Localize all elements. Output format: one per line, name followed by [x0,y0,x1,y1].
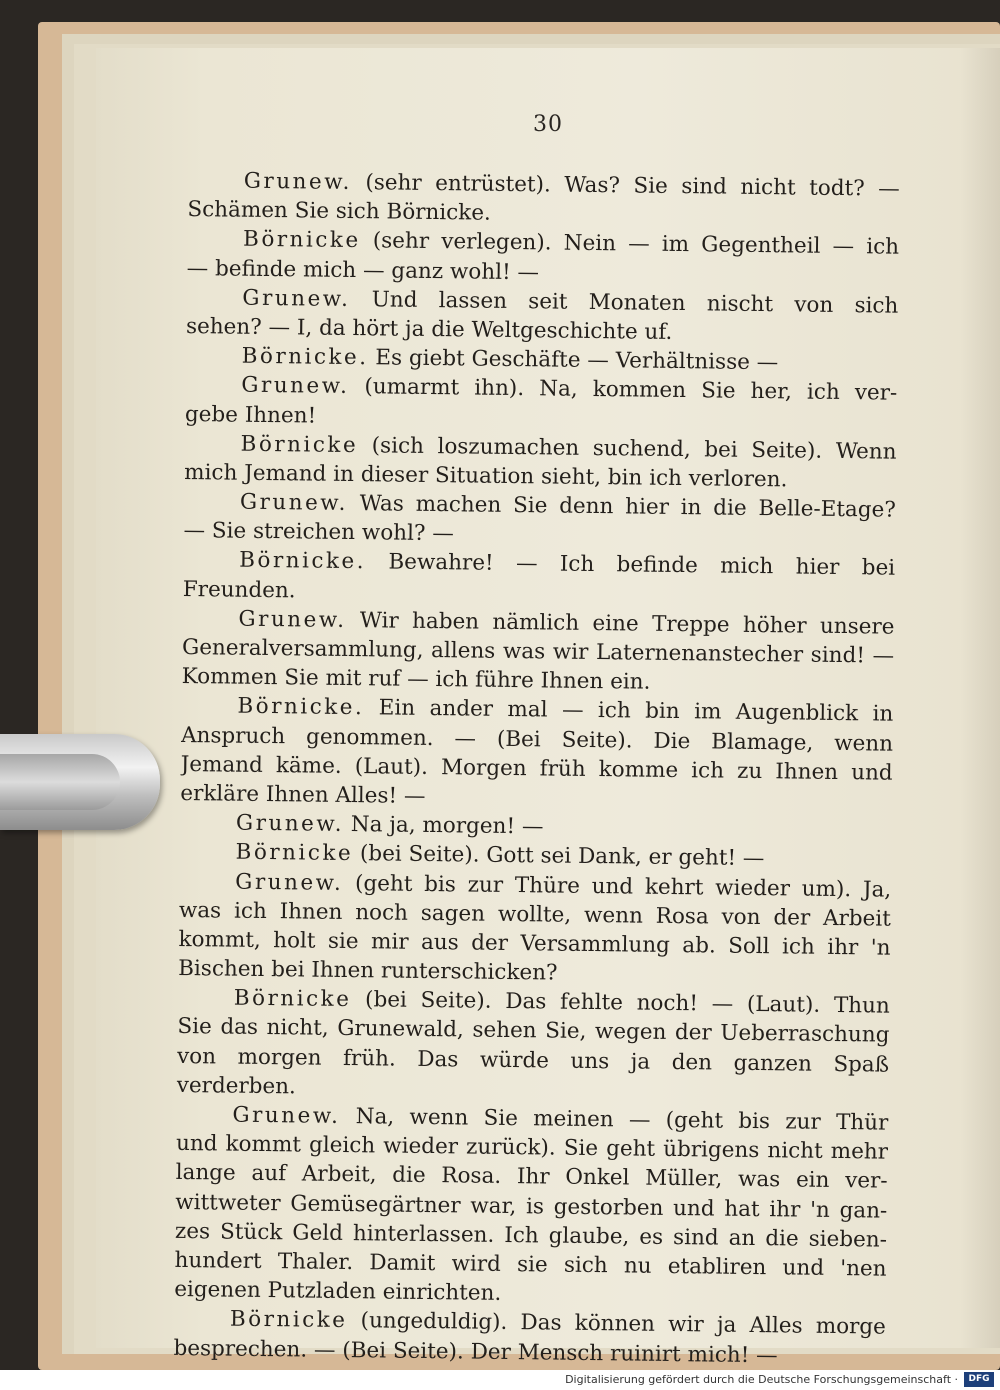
line-text: mich Jemand in dieser Situation sieht, bin ich verloren. [184,459,788,493]
line-text: Sie das nicht, Grunewald, sehen Sie, wegen der Ueberraschung [177,1014,890,1049]
speaker-name: Grunew. [243,168,353,196]
line-text: (bei Seite). Gott sei Dank, er geht! — [359,841,765,872]
line-text: Jemand käme. (Laut). Morgen früh komme ich zu Ihnen und [180,751,893,786]
line-text: was ich Ihnen noch sagen wollte, wenn Rosa von der Arbeit [178,897,892,932]
speaker-name: Börnicke. [239,548,367,575]
line-text: eigenen Putzladen einrichten. [174,1277,502,1307]
line-text: — befinde mich — ganz wohl! — [186,255,540,285]
speaker-name: Grunew. [235,810,345,838]
speaker-name: Börnicke. [237,694,365,721]
line-text: Wir haben nämlich eine Treppe höher unsere [359,607,895,640]
line-text: Bischen bei Ihnen runterschicken? [178,956,558,986]
speaker-name: Grunew. [242,285,351,312]
book-page [96,48,1000,1368]
footer-bar [0,1370,1000,1390]
line-text: Freunden. [182,576,296,603]
page-gutter-shadow [960,48,1000,1348]
dfg-logo: DFG [964,1372,994,1387]
footer-credit: Digitalisierung gefördert durch die Deutsche Forschungsgemeinschaft · [565,1373,958,1386]
speaker-name: Börnicke [240,431,359,458]
line-text: Es giebt Geschäfte — Verhältnisse — [375,345,779,376]
speaker-name: Börnicke [229,1306,348,1334]
speaker-name: Grunew. [232,1102,341,1129]
speaker-name: Grunew. [239,489,349,517]
line-text: Bewahre! — Ich befinde mich hier bei [388,549,896,582]
line-text: Anspruch genommen. — (Bei Seite). Die Blamage, wenn [180,722,894,757]
speaker-name: Börnicke [235,839,354,867]
line-text: von morgen früh. Das würde uns ja den ganzen Spaß [176,1043,890,1078]
line-text: erkläre Ihnen Alles! — [180,780,426,809]
line-text: gebe Ihnen! [184,401,317,429]
line-text: zes Stück Geld hinterlassen. Ich glaube, es sind an die sieben- [174,1218,888,1253]
line-text: wittweter Gemüsegärtner war, is gestorben und hat ihr 'n gan- [175,1189,888,1224]
speaker-name: Grunew. [241,372,350,400]
line-text: lange auf Arbeit, die Rosa. Ihr Onkel Müller, was ein ver- [175,1160,888,1194]
line-text: besprechen. — (Bei Seite). Der Mensch ruinirt mich! — [173,1335,778,1368]
speaker-name: Grunew. [238,606,347,633]
line-text: Und lassen seit Monaten nischt von sich [371,287,899,319]
line-text: Was machen Sie denn hier in die Belle-Etage? [359,491,896,523]
page-clip [0,734,160,830]
line-text: (sich loszumachen suchend, bei Seite). Wenn [371,432,897,465]
line-text: (sehr verlegen). Nein — im Gegentheil — ich [372,228,900,261]
line-text: (ungeduldig). Das können wir ja Alles morge [360,1308,887,1340]
line-text: (bei Seite). Das fehlte noch! — (Laut). Thun [364,987,890,1019]
line-text: Na ja, morgen! — [350,812,544,840]
page-text [173,166,900,1370]
line-text: Na, wenn Sie meinen — (geht bis zur Thür [355,1104,889,1136]
line-text: (umarmt ihn). Na, kommen Sie her, ich ver- [364,374,898,406]
line-text: kommt, holt sie mir aus der Versammlung ab. Soll ich ihr 'n [178,926,891,961]
line-text: sehen? — I, da hört ja die Weltgeschichte uf. [185,313,673,345]
line-text: verderben. [176,1072,297,1100]
speaker-name: Börnicke. [241,343,369,371]
speaker-name: Grunew. [235,869,344,896]
line-text: (sehr entrüstet). Was? Sie sind nicht todt? — [365,170,900,202]
line-text: Ein ander mal — ich bin im Augenblick in [378,695,894,728]
line-text: (geht bis zur Thüre und kehrt wieder um). Ja, [354,870,892,903]
page-number: 30 [533,112,563,137]
page-clip-inner [0,754,120,810]
line-text: Generalversammlung, allens was wir Laternenanstecher sind! — [181,634,895,669]
speaker-name: Börnicke [242,227,361,254]
speaker-name: Börnicke [233,985,352,1013]
line-text: hundert Thaler. Damit wird sie sich nu etabliren und 'nen [174,1247,887,1282]
line-text: Kommen Sie mit ruf — ich führe Ihnen ein. [181,664,651,695]
line-text: Schämen Sie sich Börnicke. [187,197,492,226]
line-text: und kommt gleich wieder zurück). Sie geht übrigens nicht mehr [175,1131,889,1165]
line-text: — Sie streichen wohl? — [183,518,454,547]
